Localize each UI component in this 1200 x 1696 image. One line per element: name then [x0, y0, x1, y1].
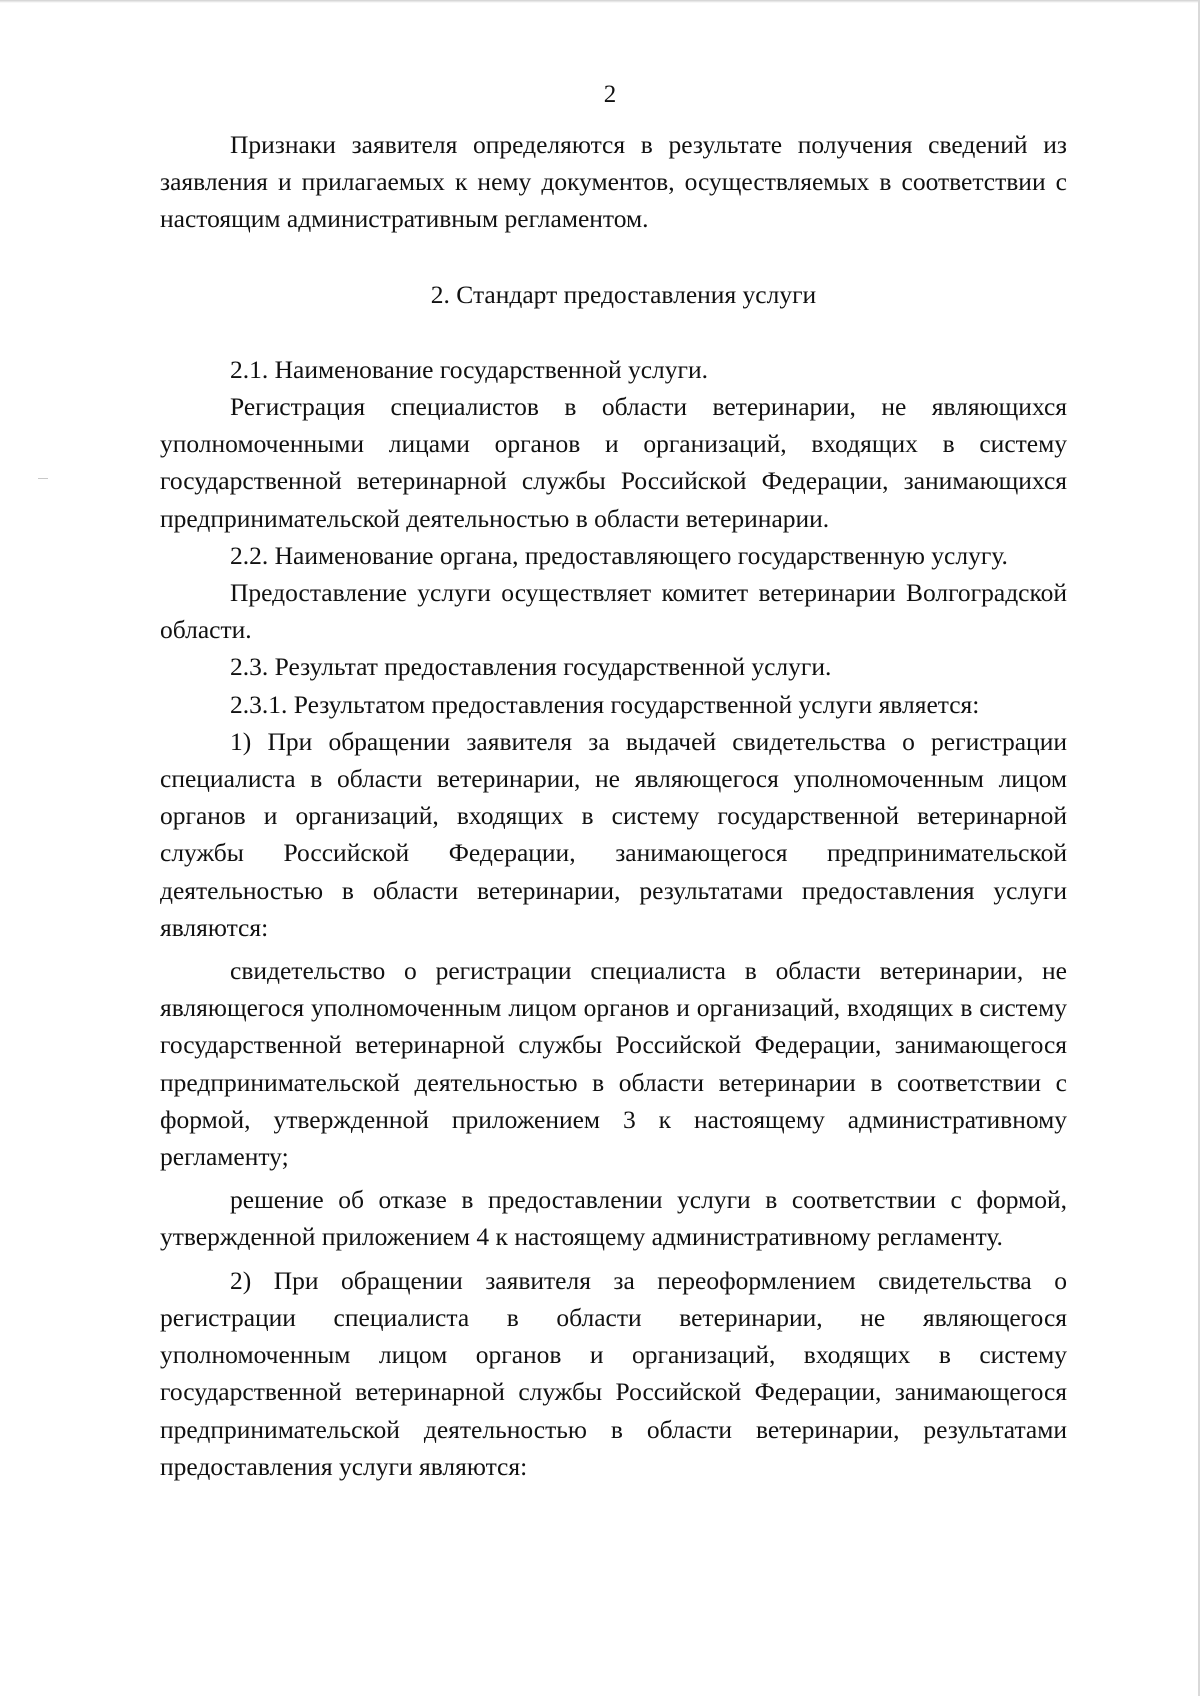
scan-mark — [38, 478, 48, 479]
list-item-2: 2) При обращении заявителя за переоформлением свидетельства о регистрации специалиста в области ветеринарии, не являющегося уполномоченным лицом органов и организаций, входящих в систему государственной ветеринарной службы Российской Федерации, занимающегося предпринимательской деятельностью в области ветеринарии, результатами предоставления услуги являются: — [160, 1265, 1067, 1481]
list-item-1: 1) При обращении заявителя за выдачей свидетельства о регистрации специалиста в области ветеринарии, не являющегося уполномоченным лицом органов и организаций, входящих в систему государственной ветеринарной службы Российской Федерации, занимающегося предпринимательской деятельностью в области ветеринарии, результатами предоставления услуги являются: — [160, 726, 1067, 942]
spacer — [160, 238, 1067, 276]
clause-2-1-text: Регистрация специалистов в области ветеринарии, не являющихся уполномоченными лицами органов и организаций, входящих в систему государственной ветеринарной службы Российской Федерации, занимающихся предпринимательской деятельностью в области ветеринарии. — [160, 392, 1067, 533]
spacer — [160, 313, 1067, 351]
list-item-1-result-refusal: решение об отказе в предоставлении услуги в соответствии с формой, утвержденной приложением 4 к настоящему административному регламенту. — [160, 1185, 1067, 1252]
section-heading: 2. Стандарт предоставления услуги — [430, 279, 817, 309]
page-number: 2 — [603, 81, 617, 108]
clause-2-1: 2.1. Наименование государственной услуги. — [230, 354, 709, 384]
list-item-1-result-certificate: свидетельство о регистрации специалиста в области ветеринарии, не являющегося уполномоченным лицом органов и организаций, входящих в систему государственной ветеринарной службы Российской Федерации, занимающегося предпринимательской деятельностью в области ветеринарии в соответствии с формой, утвержденной приложением 3 к настоящему административному регламенту; — [160, 956, 1067, 1172]
clause-2-2: 2.2. Наименование органа, предоставляющего государственную услугу. — [230, 540, 1008, 570]
clause-2-3: 2.3. Результат предоставления государственной услуги. — [230, 652, 832, 682]
scan-edge-top — [0, 0, 1200, 3]
clause-2-2-text: Предоставление услуги осуществляет комитет ветеринарии Волгоградской области. — [160, 578, 1067, 645]
intro-paragraph: Признаки заявителя определяются в результате получения сведений из заявления и прилагаемых к нему документов, осуществляемых в соответствии с настоящим административным регламентом. — [160, 130, 1067, 234]
document-body — [160, 126, 1067, 1485]
clause-2-3-1: 2.3.1. Результатом предоставления государственной услуги является: — [230, 689, 980, 719]
